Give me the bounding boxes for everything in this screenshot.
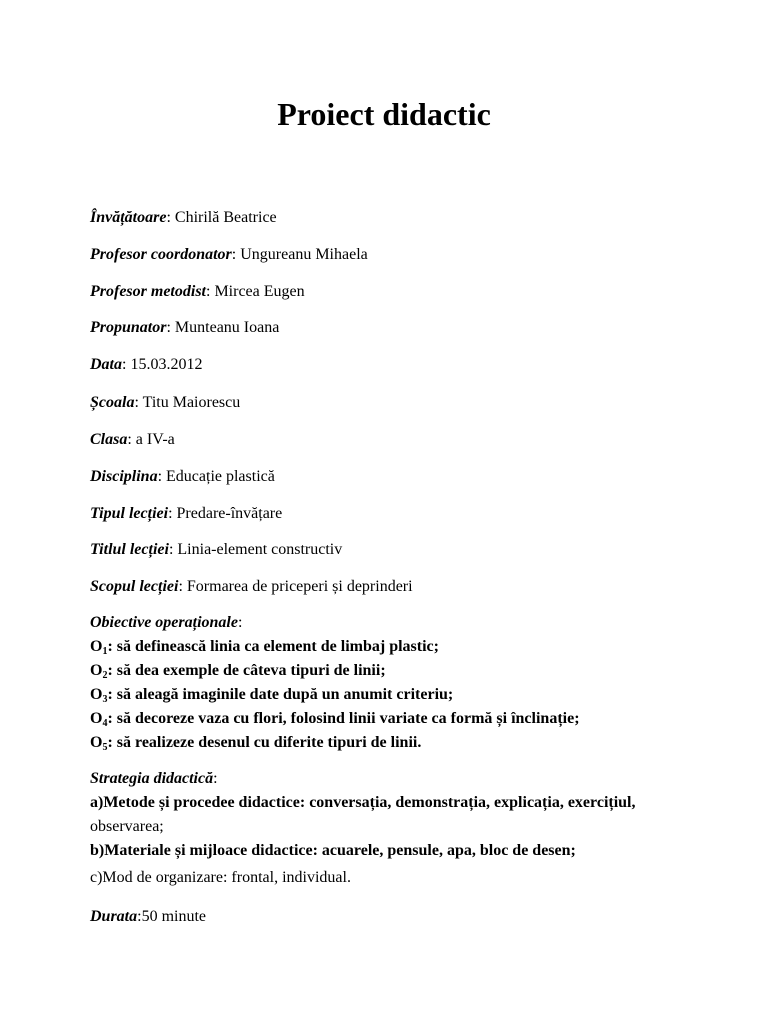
field-label: Data xyxy=(90,356,122,373)
field-profesor-coordonator: Profesor coordonator: Ungureanu Mihaela xyxy=(90,246,368,263)
field-tipul-lectiei: Tipul lecției: Predare-învățare xyxy=(90,505,283,522)
objective-text: : să definească linia ca element de limbaj plastic; xyxy=(107,638,439,655)
field-value: Linia-element constructiv xyxy=(177,541,343,558)
objective-index: 3 xyxy=(102,694,108,705)
objective-code: O xyxy=(90,710,103,727)
field-value: Ungureanu Mihaela xyxy=(240,246,368,263)
field-disciplina: Disciplina: Educație plastică xyxy=(90,468,275,485)
objective-text: : să dea exemple de câteva tipuri de linii; xyxy=(107,662,386,679)
field-label: Durata xyxy=(90,908,138,925)
field-label: Disciplina xyxy=(90,468,158,485)
list-item xyxy=(90,683,730,707)
field-label: Școala xyxy=(90,394,135,411)
field-label: Învățătoare xyxy=(90,209,167,226)
objective-code: O xyxy=(90,662,103,679)
objective-index: 2 xyxy=(102,670,108,681)
field-invatatoare: Învățătoare: Chirilă Beatrice xyxy=(90,209,277,226)
objective-text: : să aleagă imaginile date după un anumit criteriu; xyxy=(107,686,454,703)
strategia-materiale: b)Materiale și mijloace didactice: acuarele, pensule, apa, bloc de desen; xyxy=(90,842,576,859)
field-label: Titlul lecției xyxy=(90,541,169,558)
objective-text: : să decoreze vaza cu flori, folosind linii variate ca formă și înclinație; xyxy=(107,710,580,727)
field-value: 50 minute xyxy=(141,908,207,925)
list-item xyxy=(90,635,730,659)
section-strategia xyxy=(90,767,730,890)
section-obiective xyxy=(90,611,730,755)
field-profesor-metodist: Profesor metodist: Mircea Eugen xyxy=(90,283,305,300)
field-label: Tipul lecției xyxy=(90,505,169,522)
field-value: Formarea de priceperi și deprinderi xyxy=(186,578,413,595)
field-clasa: Clasa: a IV-a xyxy=(90,431,175,448)
section-heading: Strategia didactică: xyxy=(90,770,218,787)
list-item xyxy=(90,659,730,683)
page-title: Proiect didactic xyxy=(277,96,491,132)
field-value: 15.03.2012 xyxy=(130,356,203,373)
field-label: Scopul lecției xyxy=(90,578,179,595)
list-item xyxy=(90,731,730,755)
strategia-metode: a)Metode și procedee didactice: conversația, demonstrația, explicația, exercițiul, xyxy=(90,794,636,811)
field-durata: Durata:50 minute xyxy=(90,908,207,925)
field-label: Clasa xyxy=(90,431,128,448)
objective-code: O xyxy=(90,686,103,703)
strategia-label: Strategia didactică xyxy=(90,770,214,787)
strategia-organizare: c)Mod de organizare: frontal, individual. xyxy=(90,869,351,886)
objective-index: 4 xyxy=(102,718,108,729)
field-value: Titu Maiorescu xyxy=(142,394,241,411)
field-propunator: Propunator: Munteanu Ioana xyxy=(90,319,280,336)
objective-code: O xyxy=(90,734,103,751)
field-data: Data: 15.03.2012 xyxy=(90,356,203,373)
field-value: Chirilă Beatrice xyxy=(174,209,277,226)
field-titlul-lectiei: Titlul lecției: Linia-element constructiv xyxy=(90,541,343,558)
objective-index: 5 xyxy=(102,742,108,753)
field-value: Predare-învățare xyxy=(176,505,283,522)
field-label: Propunator xyxy=(90,319,167,336)
objective-index: 1 xyxy=(102,646,108,657)
field-value: Munteanu Ioana xyxy=(174,319,280,336)
list-item xyxy=(90,707,730,731)
field-label: Profesor coordonator xyxy=(90,246,232,263)
field-scoala: Școala: Titu Maiorescu xyxy=(90,394,241,411)
field-value: a IV-a xyxy=(135,431,175,448)
field-label: Profesor metodist xyxy=(90,283,206,300)
strategia-metode-continued: observarea; xyxy=(90,818,164,835)
section-heading: Obiective operaționale: xyxy=(90,614,243,631)
objective-code: O xyxy=(90,638,103,655)
field-scopul-lectiei: Scopul lecției: Formarea de priceperi și deprinderi xyxy=(90,578,413,595)
field-value: Mircea Eugen xyxy=(214,283,305,300)
obiective-label: Obiective operaționale xyxy=(90,614,238,631)
objective-text: : să realizeze desenul cu diferite tipuri de linii. xyxy=(107,734,422,751)
field-value: Educație plastică xyxy=(166,468,275,485)
